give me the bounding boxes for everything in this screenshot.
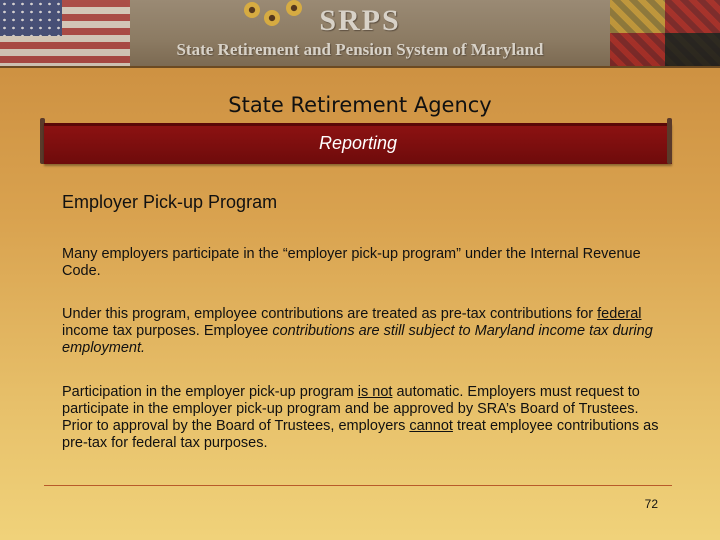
paragraph-1 [62,246,672,280]
bar-cap-right [667,118,672,164]
brand-subtitle: State Retirement and Pension System of Maryland [176,40,544,59]
p2-text-a: Under this program, employee contributions are treated as pre-tax contributions for [62,306,598,322]
section-label: Reporting [318,133,398,153]
p3-cannot: cannot [409,418,453,434]
brand-title: SRPS [319,4,401,37]
p2-text-c: income tax purposes. Employee [62,323,273,339]
p2-text-d: contributions are still subject to Maryland income tax during employment. [62,323,653,356]
footer-rule [44,485,672,486]
agency-title: State Retirement Agency [228,93,492,117]
p3-is-not: is not [357,384,393,400]
slide-heading: Employer Pick-up Program [62,192,278,212]
section-bar [44,123,672,164]
paragraph-2 [62,306,672,357]
header-banner [0,0,720,66]
p3-text-e: treat employee contributions as pre-tax for federal tax purposes. [62,418,659,451]
p3-text-a: Participation in the employer pick-up program [62,384,358,400]
page-number: 72 [644,497,658,511]
p2-federal: federal [597,306,642,322]
paragraph-1-text: Many employers participate in the “employer pick-up program” under the Internal Revenue Code. [62,246,641,279]
p3-text-c: automatic. Employers must request to participate in the employer pick-up program and be approved by SRA’s Board of Trustees. Prior to approval by the Board of Trustees, employers [62,384,640,434]
paragraph-3 [62,384,672,452]
banner-divider [0,66,720,68]
